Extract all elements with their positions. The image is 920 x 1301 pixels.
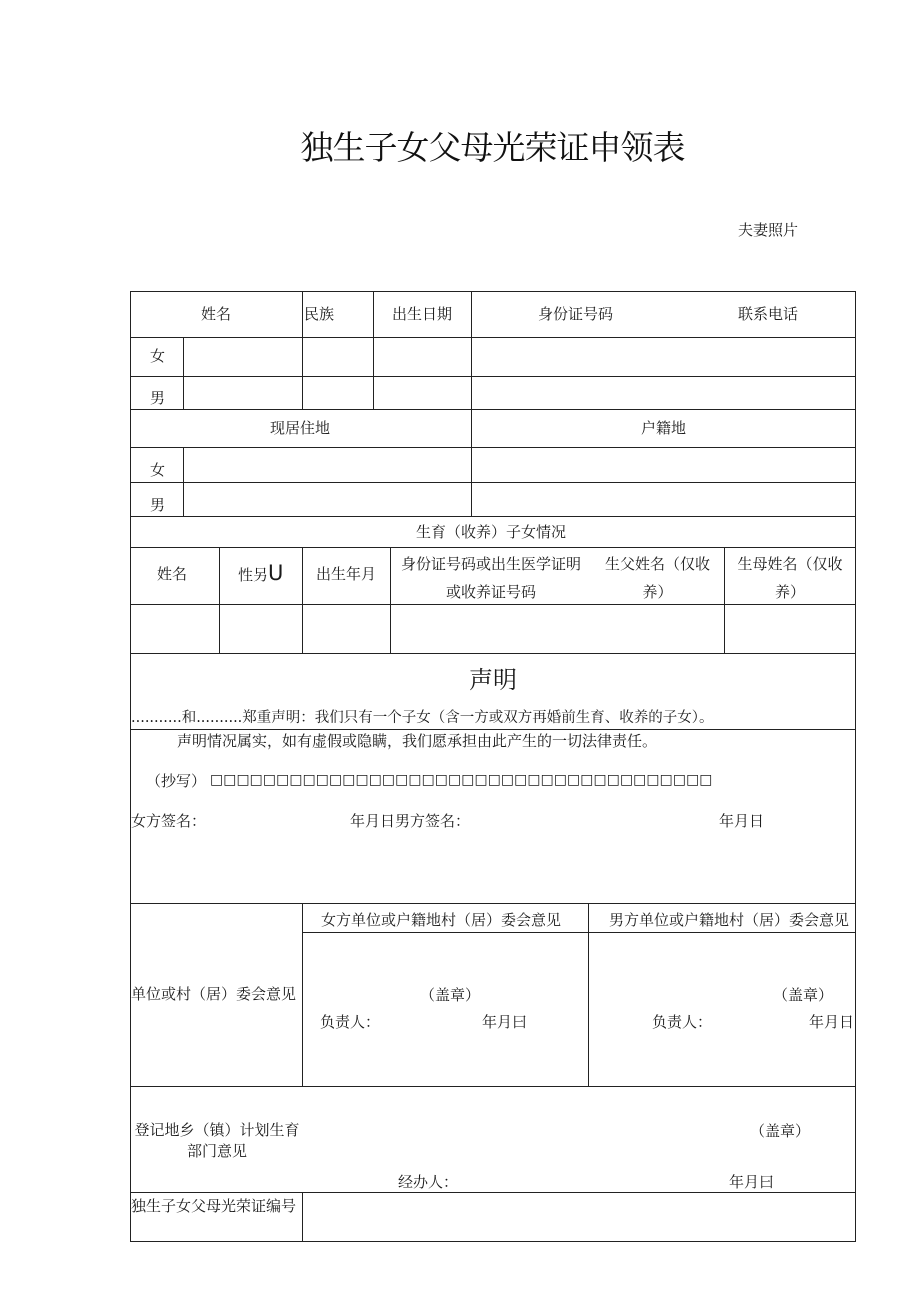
row-label-female: 女 — [150, 461, 166, 479]
township-label-line1: 登记地乡（镇）计划生育 — [134, 1121, 300, 1139]
female-signature-label: 女方签名： — [131, 812, 207, 830]
township-handler-label: 经办人： — [398, 1173, 459, 1191]
township-label-line2: 部门意见 — [186, 1142, 247, 1160]
female-unit-header: 女方单位或户籍地村（居）委会意见 — [321, 911, 562, 929]
row-label-female: 女 — [150, 347, 166, 365]
rule — [130, 547, 856, 548]
declaration-text: ...........和..........郑重声明：我们只有一个子女（含一方或双方再婚前生育、收养的子女）。 — [131, 710, 714, 726]
mother-line2: 养） — [774, 582, 805, 601]
female-seal: （盖章） — [420, 986, 481, 1004]
declaration-responsibility: 声明情况属实，如有虚假或隐瞒，我们愿承担由此产生的一切法律责任。 — [177, 732, 658, 750]
rule — [183, 447, 184, 516]
rule — [302, 291, 303, 409]
copy-boxes: □□□□□□□□□□□□□□□□□□□□□□□□□□□□□□□□□□□□□□ — [210, 772, 713, 788]
rule — [130, 516, 856, 517]
row-label-male: 男 — [150, 496, 166, 514]
rule — [130, 1192, 856, 1193]
male-responsible-label: 负责人： — [652, 1013, 713, 1031]
children-mother-header — [727, 551, 853, 607]
male-unit-header: 男方单位或户籍地村（居）委会意见 — [609, 911, 850, 929]
mother-line1: 生母姓名（仅收 — [737, 555, 843, 573]
rule — [130, 903, 856, 904]
children-birth-month-header: 出生年月 — [316, 565, 377, 583]
children-gender-header — [238, 563, 283, 584]
gender-label: 性另 — [238, 566, 269, 584]
certificate-number-label: 独生子女父母光荣证编号 — [131, 1197, 297, 1215]
application-form-table — [130, 291, 856, 1242]
unit-opinion-label: 单位或村（居）委会意见 — [131, 985, 297, 1003]
rule — [373, 291, 374, 409]
household-header: 户籍地 — [641, 419, 687, 437]
township-seal: （盖章） — [750, 1122, 811, 1140]
rule — [302, 1192, 303, 1242]
children-name-header: 姓名 — [157, 565, 188, 583]
header-ethnicity: 民族 — [304, 305, 335, 323]
signature-date: 年月日 — [719, 812, 765, 830]
rule — [183, 337, 184, 409]
header-phone: 联系电话 — [738, 305, 799, 323]
photo-label: 夫妻照片 — [738, 221, 799, 239]
rule — [130, 409, 856, 410]
male-date: 年月日 — [809, 1013, 855, 1031]
declaration-heading: 声明 — [469, 666, 517, 694]
rule — [130, 482, 856, 483]
rule — [130, 653, 856, 654]
rule — [130, 376, 856, 377]
rule — [302, 903, 303, 1086]
rule — [724, 547, 725, 653]
rule — [219, 547, 220, 653]
rule — [302, 932, 856, 933]
rule — [588, 903, 589, 1086]
township-date: 年月曰 — [729, 1173, 775, 1191]
rule — [130, 337, 856, 338]
page-title: 独生子女父母光荣证申领表 — [300, 128, 685, 167]
header-name: 姓名 — [201, 305, 232, 323]
rule — [130, 1086, 856, 1087]
father-line1: 生父姓名（仅收 — [604, 555, 710, 573]
children-father-header — [595, 551, 720, 607]
female-responsible-label: 负责人： — [320, 1013, 381, 1031]
township-opinion-label — [131, 1120, 303, 1162]
male-signature-label: 年月日男方签名： — [350, 812, 471, 830]
row-label-male: 男 — [150, 389, 166, 407]
id-cert-line2: 或收养证号码 — [445, 582, 536, 601]
rule — [471, 291, 472, 516]
rule — [302, 547, 303, 653]
residence-header: 现居住地 — [270, 419, 331, 437]
rule — [130, 447, 856, 448]
rule — [130, 729, 856, 730]
copy-label: （抄写） — [146, 772, 207, 790]
id-cert-line1: 身份证号码或出生医学证明 — [400, 555, 581, 573]
male-seal: （盖章） — [773, 986, 834, 1004]
children-section-title: 生育（收养）子女情况 — [416, 523, 567, 541]
children-id-cert-header — [391, 551, 591, 607]
header-id-number: 身份证号码 — [538, 305, 614, 323]
father-line2: 养） — [642, 582, 673, 601]
gender-label-suffix: U — [268, 561, 284, 585]
header-birth-date: 出生日期 — [392, 305, 453, 323]
female-date: 年月曰 — [482, 1013, 528, 1031]
